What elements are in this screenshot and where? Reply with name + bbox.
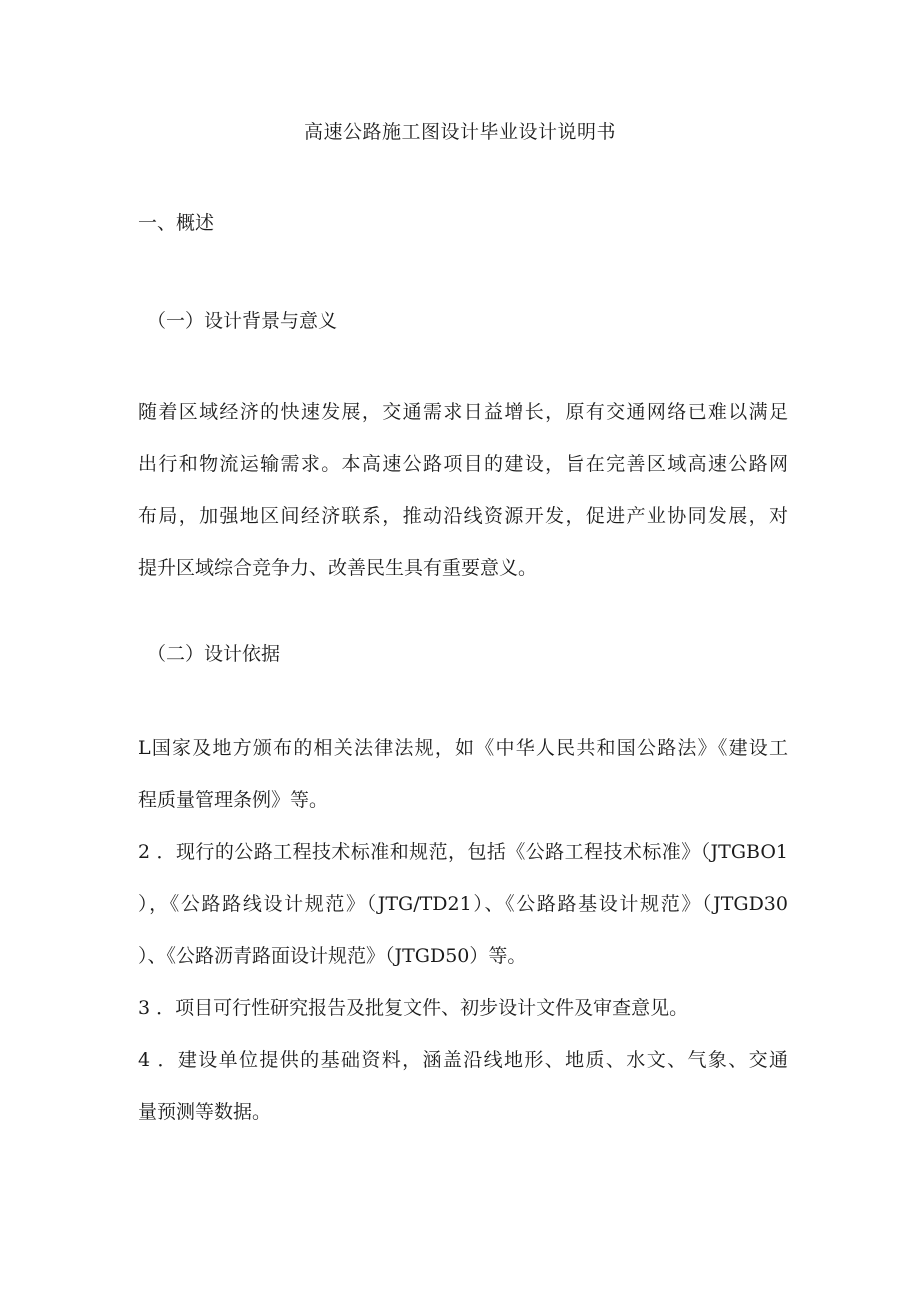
paragraph-line: 提升区域综合竞争力、改善民生具有重要意义。 bbox=[138, 557, 538, 579]
list-item-line: ）、《公路沥青路面设计规范》（JTGD50）等。 bbox=[138, 945, 527, 967]
document-title: 高速公路施工图设计毕业设计说明书 bbox=[303, 121, 616, 143]
list-item-line: 4 ．建设单位提供的基础资料，涵盖沿线地形、地质、水文、气象、交通 bbox=[138, 1049, 788, 1071]
subsection-heading-basis: （二）设计依据 bbox=[147, 643, 281, 665]
list-item-line: 3 ．项目可行性研究报告及批复文件、初步设计文件及审查意见。 bbox=[138, 997, 689, 1019]
list-item-line: 程质量管理条例》等。 bbox=[138, 789, 329, 811]
list-item-line: 量预测等数据。 bbox=[138, 1101, 272, 1123]
list-item-line: ），《公路路线设计规范》（JTG/TD21）、《公路路基设计规范》（JTGD30 bbox=[138, 893, 788, 915]
paragraph-background bbox=[138, 386, 788, 594]
list-item-line: 2 ．现行的公路工程技术标准和规范，包括《公路工程技术标准》（JTGBO1 bbox=[138, 841, 788, 863]
subsection-heading-background: （一）设计背景与意义 bbox=[147, 310, 338, 332]
paragraph-line: 随着区域经济的快速发展，交通需求日益增长，原有交通网络已难以满足 bbox=[138, 401, 788, 423]
paragraph-line: 出行和物流运输需求。本高速公路项目的建设，旨在完善区域高速公路网 bbox=[138, 453, 788, 475]
section-heading-overview: 一、概述 bbox=[138, 212, 215, 234]
paragraph-line: 布局，加强地区间经济联系，推动沿线资源开发，促进产业协同发展，对 bbox=[138, 505, 788, 527]
list-item-line: L国家及地方颁布的相关法律法规，如《中华人民共和国公路法》《建设工 bbox=[138, 737, 788, 759]
paragraph-basis-list bbox=[138, 722, 788, 1138]
